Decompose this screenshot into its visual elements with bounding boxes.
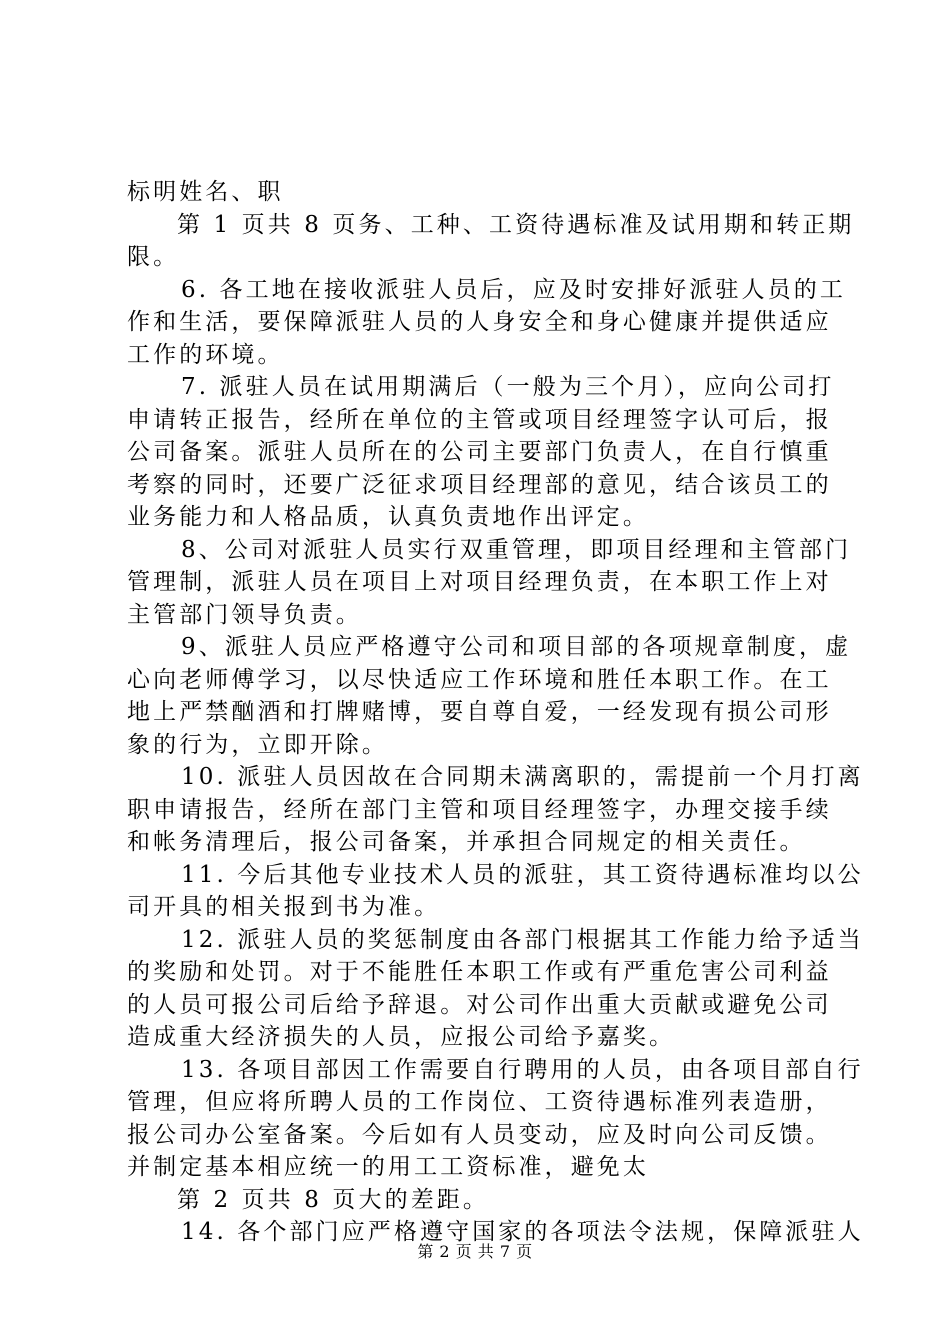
text-line: 的人员可报公司后给予辞退。对公司作出重大贡献或避免公司 — [127, 991, 832, 1018]
text-line: 和帐务清理后，报公司备案，并承担合同规定的相关责任。 — [127, 829, 806, 855]
text-line: 并制定基本相应统一的用工工资标准，避免太 — [127, 1154, 649, 1180]
text-line: 6. 各工地在接收派驻人员后，应及时安排好派驻人员的工 — [181, 276, 846, 303]
text-line: 主管部门领导负责。 — [127, 601, 362, 628]
text-line: 14. 各个部门应严格遵守国家的各项法令法规，保障派驻人 — [181, 1219, 864, 1245]
text-line: 9、派驻人员应严格遵守公司和项目部的各项规章制度，虚 — [181, 634, 852, 660]
text-line: 10. 派驻人员因故在合同期未满离职的，需提前一个月打离 — [181, 764, 864, 790]
text-line: 限。 — [127, 244, 180, 270]
text-line: 考察的同时，还要广泛征求项目经理部的意见，结合该员工的 — [127, 471, 832, 498]
text-line: 报公司办公室备案。今后如有人员变动，应及时向公司反馈。 — [127, 1121, 832, 1148]
text-line: 地上严禁酗酒和打牌赌博，要自尊自爱，一经发现有损公司形 — [127, 699, 832, 725]
text-line: 13. 各项目部因工作需要自行聘用的人员，由各项目部自行 — [181, 1056, 864, 1083]
text-line: 管理制，派驻人员在项目上对项目经理负责，在本职工作上对 — [127, 569, 832, 595]
text-line: 象的行为，立即开除。 — [127, 731, 388, 758]
text-line: 12. 派驻人员的奖惩制度由各部门根据其工作能力给予适当 — [181, 926, 864, 953]
text-line: 第 2 页共 8 页大的差距。 — [177, 1186, 490, 1213]
text-line: 造成重大经济损失的人员，应报公司给予嘉奖。 — [127, 1024, 676, 1050]
text-line: 职申请报告，经所在部门主管和项目经理签字，办理交接手续 — [127, 796, 832, 823]
text-line: 业务能力和人格品质，认真负责地作出评定。 — [127, 504, 649, 530]
text-line: 管理，但应将所聘人员的工作岗位、工资待遇标准列表造册， — [127, 1089, 832, 1115]
text-line: 心向老师傅学习，以尽快适应工作环境和胜任本职工作。在工 — [127, 666, 832, 693]
text-line: 司开具的相关报到书为准。 — [127, 894, 441, 920]
text-line: 申请转正报告，经所在单位的主管或项目经理签字认可后，报 — [127, 406, 832, 433]
document-body — [127, 176, 864, 1249]
text-line: 11. 今后其他专业技术人员的派驻，其工资待遇标准均以公 — [181, 861, 864, 888]
text-line: 8、公司对派驻人员实行双重管理，即项目经理和主管部门 — [181, 536, 852, 563]
text-line: 标明姓名、职 — [127, 179, 284, 205]
text-line: 公司备案。派驻人员所在的公司主要部门负责人，在自行慎重 — [127, 439, 832, 465]
page-footer: 第 2 页 共 7 页 — [417, 1242, 533, 1261]
text-line: 7. 派驻人员在试用期满后（一般为三个月），应向公司打 — [181, 374, 835, 400]
text-line: 作和生活，要保障派驻人员的人身安全和身心健康并提供适应 — [127, 309, 832, 335]
text-line: 的奖励和处罚。对于不能胜任本职工作或有严重危害公司利益 — [127, 959, 832, 985]
text-line: 第 1 页共 8 页务、工种、工资待遇标准及试用期和转正期 — [177, 211, 855, 238]
text-line: 工作的环境。 — [127, 341, 284, 368]
